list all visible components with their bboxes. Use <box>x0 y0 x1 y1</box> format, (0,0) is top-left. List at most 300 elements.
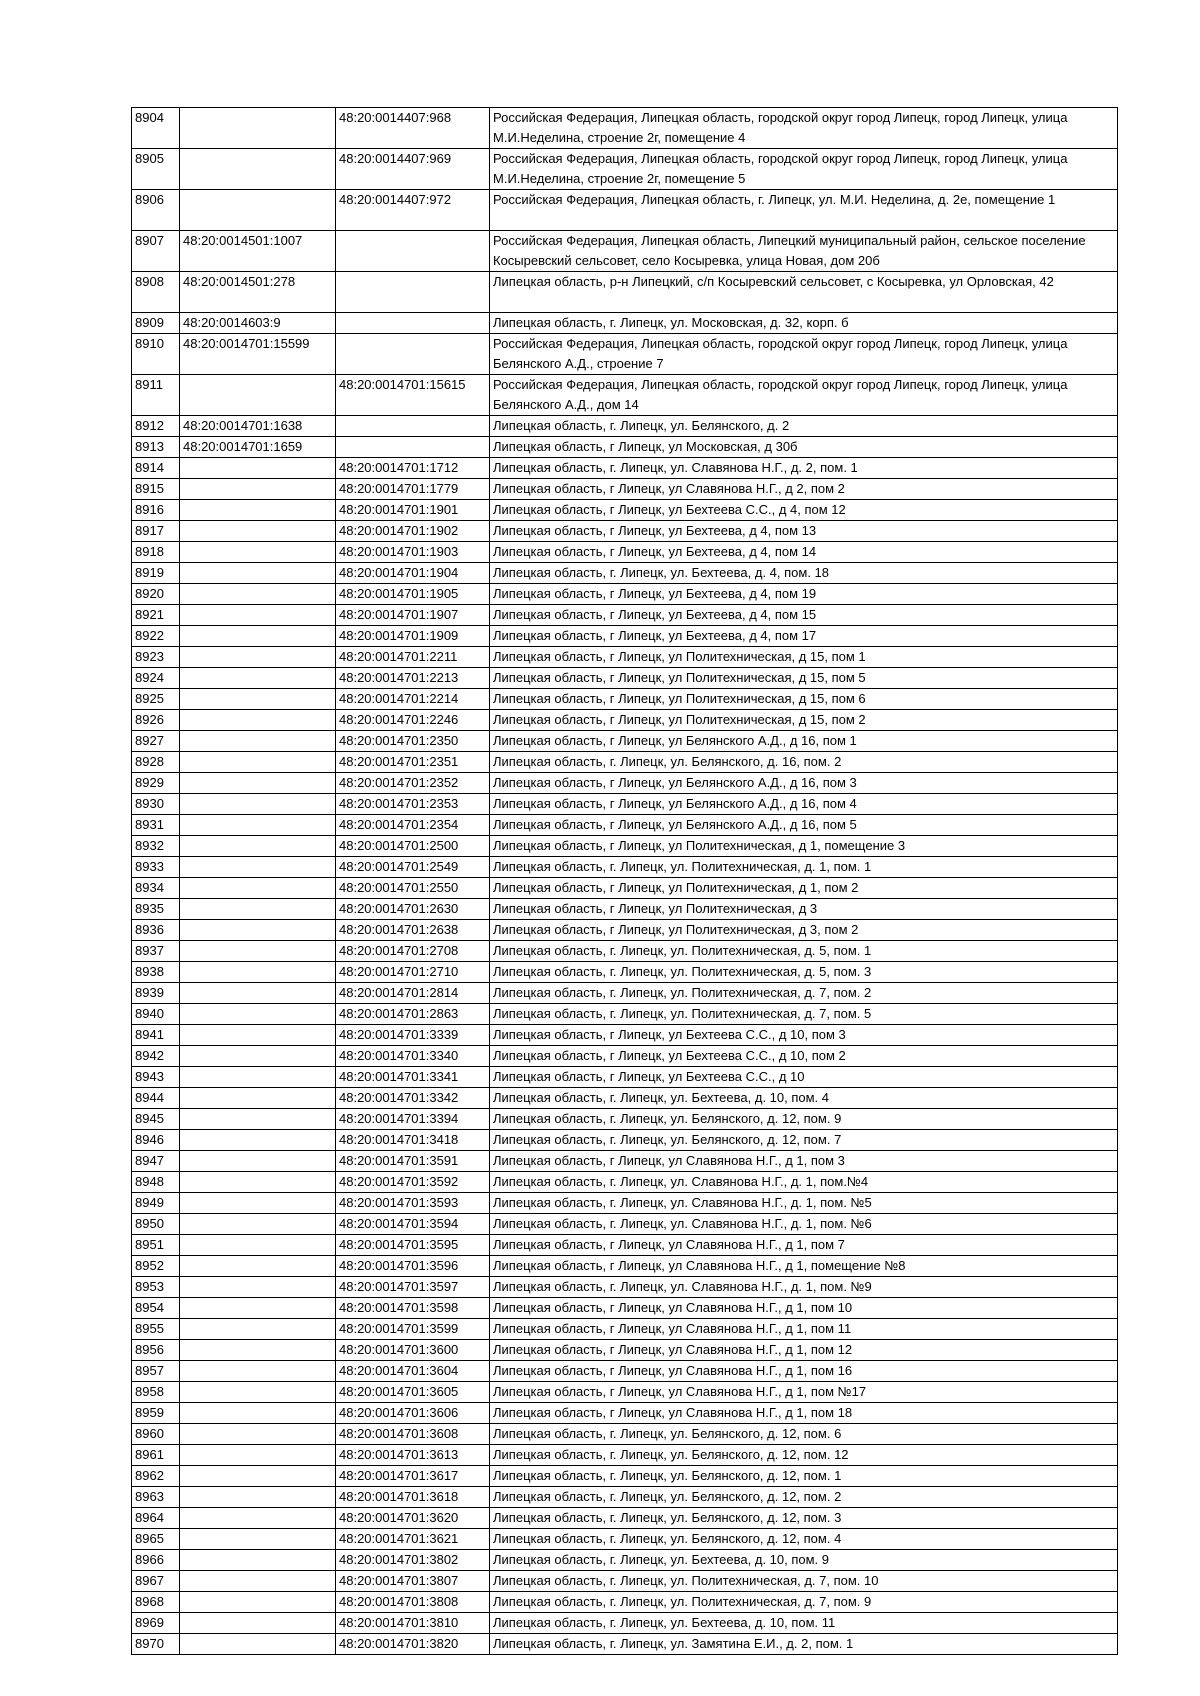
cadastral-number-premises-cell: 48:20:0014701:2353 <box>336 794 490 815</box>
row-number-cell: 8918 <box>132 542 180 563</box>
address-cell: Липецкая область, г. Липецк, ул. Политехническая, д. 5, пом. 1 <box>490 941 1118 962</box>
address-cell: Липецкая область, г Липецк, ул Белянского А.Д., д 16, пом 4 <box>490 794 1118 815</box>
cadastral-number-premises-cell: 48:20:0014701:3802 <box>336 1550 490 1571</box>
table-row <box>132 1319 1118 1340</box>
address-cell: Липецкая область, г. Липецк, ул. Славянова Н.Г., д. 1, пом. №9 <box>490 1277 1118 1298</box>
table-row <box>132 479 1118 500</box>
address-cell: Липецкая область, г Липецк, ул Славянова Н.Г., д 1, пом №17 <box>490 1382 1118 1403</box>
table-row <box>132 1445 1118 1466</box>
cadastral-number-land-cell: 48:20:0014501:278 <box>180 272 336 313</box>
row-number-cell: 8914 <box>132 458 180 479</box>
address-cell: Липецкая область, г. Липецк, ул. Белянского, д. 12, пом. 12 <box>490 1445 1118 1466</box>
table-row <box>132 815 1118 836</box>
cadastral-number-land-cell <box>180 836 336 857</box>
cadastral-number-land-cell <box>180 1592 336 1613</box>
cadastral-number-premises-cell: 48:20:0014701:2550 <box>336 878 490 899</box>
address-cell: Липецкая область, г. Липецк, ул. Белянского, д. 12, пом. 3 <box>490 1508 1118 1529</box>
row-number-cell: 8945 <box>132 1109 180 1130</box>
address-cell: Липецкая область, г. Липецк, ул. Славянова Н.Г., д. 1, пом.№4 <box>490 1172 1118 1193</box>
table-row <box>132 794 1118 815</box>
cadastral-number-land-cell <box>180 479 336 500</box>
row-number-cell: 8909 <box>132 313 180 334</box>
table-row <box>132 1088 1118 1109</box>
row-number-cell: 8941 <box>132 1025 180 1046</box>
address-cell: Липецкая область, г Липецк, ул Славянова Н.Г., д 1, помещение №8 <box>490 1256 1118 1277</box>
row-number-cell: 8955 <box>132 1319 180 1340</box>
cadastral-number-land-cell <box>180 458 336 479</box>
cadastral-number-premises-cell: 48:20:0014701:1904 <box>336 563 490 584</box>
address-cell: Российская Федерация, Липецкая область, Липецкий муниципальный район, сельское поселение Косыревский сельсовет, село Косыревка, улица Новая, дом 20б <box>490 231 1118 272</box>
cadastral-number-premises-cell <box>336 334 490 375</box>
row-number-cell: 8956 <box>132 1340 180 1361</box>
cadastral-number-premises-cell: 48:20:0014701:1902 <box>336 521 490 542</box>
cadastral-number-premises-cell: 48:20:0014701:1901 <box>336 500 490 521</box>
address-cell: Липецкая область, г Липецк, ул Славянова Н.Г., д 1, пом 18 <box>490 1403 1118 1424</box>
address-cell: Липецкая область, г Липецк, ул Политехническая, д 1, помещение 3 <box>490 836 1118 857</box>
table-row <box>132 1550 1118 1571</box>
cadastral-number-premises-cell: 48:20:0014701:3593 <box>336 1193 490 1214</box>
cadastral-number-land-cell: 48:20:0014603:9 <box>180 313 336 334</box>
row-number-cell: 8912 <box>132 416 180 437</box>
table-row <box>132 1067 1118 1088</box>
address-cell: Российская Федерация, Липецкая область, г. Липецк, ул. М.И. Неделина, д. 2е, помещение 1 <box>490 190 1118 231</box>
cadastral-number-premises-cell: 48:20:0014407:969 <box>336 149 490 190</box>
cadastral-number-land-cell <box>180 626 336 647</box>
table-row <box>132 1571 1118 1592</box>
address-cell: Липецкая область, г. Липецк, ул. Бехтеева, д. 10, пом. 4 <box>490 1088 1118 1109</box>
cadastral-number-land-cell <box>180 962 336 983</box>
cadastral-number-premises-cell: 48:20:0014701:3606 <box>336 1403 490 1424</box>
table-row <box>132 542 1118 563</box>
cadastral-number-land-cell <box>180 983 336 1004</box>
cadastral-number-premises-cell: 48:20:0014701:3808 <box>336 1592 490 1613</box>
table-row <box>132 941 1118 962</box>
table-row <box>132 563 1118 584</box>
address-cell: Липецкая область, г. Липецк, ул. Славянова Н.Г., д. 1, пом. №5 <box>490 1193 1118 1214</box>
row-number-cell: 8926 <box>132 710 180 731</box>
table-row <box>132 1025 1118 1046</box>
cadastral-number-land-cell <box>180 1319 336 1340</box>
row-number-cell: 8969 <box>132 1613 180 1634</box>
cadastral-number-land-cell <box>180 1256 336 1277</box>
address-cell: Липецкая область, г Липецк, ул Политехническая, д 15, пом 6 <box>490 689 1118 710</box>
row-number-cell: 8970 <box>132 1634 180 1655</box>
address-cell: Российская Федерация, Липецкая область, городской округ город Липецк, город Липецк, улица Белянского А.Д., дом 14 <box>490 375 1118 416</box>
row-number-cell: 8963 <box>132 1487 180 1508</box>
table-row <box>132 458 1118 479</box>
cadastral-number-land-cell <box>180 710 336 731</box>
row-number-cell: 8939 <box>132 983 180 1004</box>
cadastral-number-premises-cell: 48:20:0014407:972 <box>336 190 490 231</box>
cadastral-number-land-cell <box>180 647 336 668</box>
cadastral-number-premises-cell: 48:20:0014701:3620 <box>336 1508 490 1529</box>
row-number-cell: 8907 <box>132 231 180 272</box>
address-cell: Липецкая область, г Липецк, ул Бехтеева С.С., д 4, пом 12 <box>490 500 1118 521</box>
cadastral-number-land-cell: 48:20:0014701:1638 <box>180 416 336 437</box>
address-cell: Российская Федерация, Липецкая область, городской округ город Липецк, город Липецк, улица М.И.Неделина, строение 2г, помещение 5 <box>490 149 1118 190</box>
cadastral-number-premises-cell: 48:20:0014701:3418 <box>336 1130 490 1151</box>
cadastral-number-land-cell <box>180 1109 336 1130</box>
address-cell: Липецкая область, г. Липецк, ул. Политехническая, д. 7, пом. 2 <box>490 983 1118 1004</box>
cadastral-number-land-cell <box>180 1424 336 1445</box>
address-cell: Липецкая область, г. Липецк, ул. Политехническая, д. 7, пом. 10 <box>490 1571 1118 1592</box>
address-cell: Липецкая область, г. Липецк, ул. Белянского, д. 12, пом. 9 <box>490 1109 1118 1130</box>
row-number-cell: 8947 <box>132 1151 180 1172</box>
cadastral-number-land-cell <box>180 1571 336 1592</box>
row-number-cell: 8927 <box>132 731 180 752</box>
cadastral-number-premises-cell: 48:20:0014701:2350 <box>336 731 490 752</box>
table-row <box>132 149 1118 190</box>
address-cell: Липецкая область, г Липецк, ул Бехтеева, д 4, пом 17 <box>490 626 1118 647</box>
cadastral-number-land-cell <box>180 1088 336 1109</box>
address-cell: Липецкая область, г. Липецк, ул. Бехтеева, д. 10, пом. 9 <box>490 1550 1118 1571</box>
row-number-cell: 8934 <box>132 878 180 899</box>
cadastral-number-land-cell <box>180 1004 336 1025</box>
table-row <box>132 689 1118 710</box>
cadastral-number-land-cell <box>180 521 336 542</box>
table-row <box>132 1130 1118 1151</box>
cadastral-number-land-cell <box>180 1046 336 1067</box>
cadastral-number-land-cell <box>180 899 336 920</box>
row-number-cell: 8954 <box>132 1298 180 1319</box>
cadastral-number-land-cell <box>180 815 336 836</box>
cadastral-number-premises-cell: 48:20:0014701:3340 <box>336 1046 490 1067</box>
address-cell: Липецкая область, г Липецк, ул Политехническая, д 1, пом 2 <box>490 878 1118 899</box>
cadastral-number-premises-cell: 48:20:0014701:3342 <box>336 1088 490 1109</box>
address-cell: Липецкая область, г Липецк, ул Бехтеева, д 4, пом 15 <box>490 605 1118 626</box>
cadastral-number-premises-cell: 48:20:0014701:3599 <box>336 1319 490 1340</box>
row-number-cell: 8908 <box>132 272 180 313</box>
address-cell: Липецкая область, г. Липецк, ул. Белянского, д. 12, пом. 2 <box>490 1487 1118 1508</box>
table-row <box>132 416 1118 437</box>
cadastral-number-premises-cell: 48:20:0014701:3339 <box>336 1025 490 1046</box>
address-cell: Липецкая область, г. Липецк, ул. Белянского, д. 12, пом. 7 <box>490 1130 1118 1151</box>
table-row <box>132 272 1118 313</box>
cadastral-number-land-cell <box>180 857 336 878</box>
cadastral-number-land-cell <box>180 1445 336 1466</box>
cadastral-number-premises-cell: 48:20:0014701:3598 <box>336 1298 490 1319</box>
row-number-cell: 8910 <box>132 334 180 375</box>
cadastral-number-premises-cell: 48:20:0014701:3617 <box>336 1466 490 1487</box>
cadastral-number-land-cell <box>180 149 336 190</box>
registry-table <box>131 107 1118 1655</box>
table-row <box>132 584 1118 605</box>
address-cell: Липецкая область, г Липецк, ул Белянского А.Д., д 16, пом 5 <box>490 815 1118 836</box>
table-row <box>132 1487 1118 1508</box>
cadastral-number-land-cell <box>180 1193 336 1214</box>
table-row <box>132 500 1118 521</box>
cadastral-number-premises-cell: 48:20:0014701:3621 <box>336 1529 490 1550</box>
table-row <box>132 437 1118 458</box>
table-row <box>132 1382 1118 1403</box>
cadastral-number-premises-cell: 48:20:0014701:2352 <box>336 773 490 794</box>
cadastral-number-premises-cell <box>336 437 490 458</box>
address-cell: Липецкая область, г Липецк, ул Бехтеева С.С., д 10, пом 2 <box>490 1046 1118 1067</box>
cadastral-number-premises-cell: 48:20:0014701:3810 <box>336 1613 490 1634</box>
cadastral-number-premises-cell: 48:20:0014701:1712 <box>336 458 490 479</box>
cadastral-number-land-cell <box>180 941 336 962</box>
cadastral-number-land-cell <box>180 1340 336 1361</box>
cadastral-number-land-cell <box>180 1529 336 1550</box>
row-number-cell: 8962 <box>132 1466 180 1487</box>
table-row <box>132 857 1118 878</box>
cadastral-number-premises-cell: 48:20:0014701:3613 <box>336 1445 490 1466</box>
address-cell: Липецкая область, г. Липецк, ул. Белянского, д. 12, пом. 1 <box>490 1466 1118 1487</box>
address-cell: Липецкая область, г Липецк, ул Бехтеева С.С., д 10 <box>490 1067 1118 1088</box>
address-cell: Липецкая область, г Липецк, ул Политехническая, д 3 <box>490 899 1118 920</box>
table-row <box>132 1172 1118 1193</box>
cadastral-number-premises-cell: 48:20:0014701:15615 <box>336 375 490 416</box>
table-row <box>132 1529 1118 1550</box>
cadastral-number-land-cell <box>180 794 336 815</box>
cadastral-number-land-cell <box>180 605 336 626</box>
row-number-cell: 8944 <box>132 1088 180 1109</box>
table-row <box>132 983 1118 1004</box>
row-number-cell: 8951 <box>132 1235 180 1256</box>
address-cell: Липецкая область, г. Липецк, ул. Бехтеева, д. 10, пом. 11 <box>490 1613 1118 1634</box>
address-cell: Липецкая область, г Липецк, ул Бехтеева, д 4, пом 13 <box>490 521 1118 542</box>
row-number-cell: 8931 <box>132 815 180 836</box>
table-row <box>132 1403 1118 1424</box>
cadastral-number-land-cell <box>180 1025 336 1046</box>
row-number-cell: 8953 <box>132 1277 180 1298</box>
address-cell: Липецкая область, г. Липецк, ул. Славянова Н.Г., д. 1, пом. №6 <box>490 1214 1118 1235</box>
cadastral-number-premises-cell: 48:20:0014701:3592 <box>336 1172 490 1193</box>
row-number-cell: 8904 <box>132 108 180 149</box>
table-row <box>132 1466 1118 1487</box>
cadastral-number-land-cell: 48:20:0014501:1007 <box>180 231 336 272</box>
address-cell: Липецкая область, г. Липецк, ул. Политехническая, д. 7, пом. 5 <box>490 1004 1118 1025</box>
address-cell: Липецкая область, г. Липецк, ул. Политехническая, д. 1, пом. 1 <box>490 857 1118 878</box>
row-number-cell: 8915 <box>132 479 180 500</box>
address-cell: Липецкая область, г. Липецк, ул. Белянского, д. 12, пом. 4 <box>490 1529 1118 1550</box>
cadastral-number-premises-cell: 48:20:0014701:3807 <box>336 1571 490 1592</box>
cadastral-number-land-cell <box>180 1466 336 1487</box>
table-row <box>132 605 1118 626</box>
cadastral-number-land-cell <box>180 584 336 605</box>
cadastral-number-land-cell <box>180 1613 336 1634</box>
address-cell: Липецкая область, г Липецк, ул Бехтеева, д 4, пом 14 <box>490 542 1118 563</box>
document-page <box>131 107 1117 1655</box>
cadastral-number-premises-cell: 48:20:0014701:3341 <box>336 1067 490 1088</box>
table-row <box>132 1193 1118 1214</box>
table-row <box>132 668 1118 689</box>
cadastral-number-premises-cell <box>336 272 490 313</box>
cadastral-number-premises-cell: 48:20:0014701:3394 <box>336 1109 490 1130</box>
table-row <box>132 1235 1118 1256</box>
cadastral-number-premises-cell: 48:20:0014701:2549 <box>336 857 490 878</box>
table-row <box>132 1109 1118 1130</box>
cadastral-number-premises-cell: 48:20:0014701:3820 <box>336 1634 490 1655</box>
table-row <box>132 626 1118 647</box>
row-number-cell: 8937 <box>132 941 180 962</box>
cadastral-number-land-cell <box>180 752 336 773</box>
row-number-cell: 8966 <box>132 1550 180 1571</box>
row-number-cell: 8933 <box>132 857 180 878</box>
row-number-cell: 8917 <box>132 521 180 542</box>
cadastral-number-land-cell <box>180 1214 336 1235</box>
row-number-cell: 8929 <box>132 773 180 794</box>
cadastral-number-premises-cell: 48:20:0014701:1907 <box>336 605 490 626</box>
table-row <box>132 1256 1118 1277</box>
address-cell: Липецкая область, г. Липецк, ул. Славянова Н.Г., д. 2, пом. 1 <box>490 458 1118 479</box>
address-cell: Липецкая область, г Липецк, ул Славянова Н.Г., д 2, пом 2 <box>490 479 1118 500</box>
cadastral-number-premises-cell: 48:20:0014701:2710 <box>336 962 490 983</box>
cadastral-number-land-cell <box>180 878 336 899</box>
address-cell: Липецкая область, г Липецк, ул Политехническая, д 3, пом 2 <box>490 920 1118 941</box>
registry-table-body <box>132 108 1118 1655</box>
cadastral-number-premises-cell: 48:20:0014701:3604 <box>336 1361 490 1382</box>
table-row <box>132 375 1118 416</box>
row-number-cell: 8932 <box>132 836 180 857</box>
table-row <box>132 920 1118 941</box>
address-cell: Липецкая область, г Липецк, ул Славянова Н.Г., д 1, пом 3 <box>490 1151 1118 1172</box>
row-number-cell: 8928 <box>132 752 180 773</box>
address-cell: Липецкая область, г Липецк, ул Славянова Н.Г., д 1, пом 10 <box>490 1298 1118 1319</box>
cadastral-number-premises-cell: 48:20:0014701:2500 <box>336 836 490 857</box>
cadastral-number-land-cell <box>180 1151 336 1172</box>
table-row <box>132 1634 1118 1655</box>
cadastral-number-premises-cell: 48:20:0014701:2354 <box>336 815 490 836</box>
row-number-cell: 8940 <box>132 1004 180 1025</box>
table-row <box>132 710 1118 731</box>
row-number-cell: 8923 <box>132 647 180 668</box>
table-row <box>132 334 1118 375</box>
table-row <box>132 899 1118 920</box>
address-cell: Липецкая область, г. Липецк, ул. Белянского, д. 2 <box>490 416 1118 437</box>
table-row <box>132 1592 1118 1613</box>
address-cell: Липецкая область, г Липецк, ул Славянова Н.Г., д 1, пом 12 <box>490 1340 1118 1361</box>
row-number-cell: 8916 <box>132 500 180 521</box>
address-cell: Российская Федерация, Липецкая область, городской округ город Липецк, город Липецк, улица М.И.Неделина, строение 2г, помещение 4 <box>490 108 1118 149</box>
cadastral-number-land-cell <box>180 773 336 794</box>
cadastral-number-land-cell <box>180 668 336 689</box>
cadastral-number-premises-cell: 48:20:0014701:2351 <box>336 752 490 773</box>
cadastral-number-land-cell <box>180 375 336 416</box>
row-number-cell: 8919 <box>132 563 180 584</box>
cadastral-number-premises-cell: 48:20:0014701:3591 <box>336 1151 490 1172</box>
row-number-cell: 8948 <box>132 1172 180 1193</box>
table-row <box>132 1151 1118 1172</box>
cadastral-number-premises-cell: 48:20:0014701:3605 <box>336 1382 490 1403</box>
cadastral-number-premises-cell: 48:20:0014701:3594 <box>336 1214 490 1235</box>
table-row <box>132 962 1118 983</box>
row-number-cell: 8925 <box>132 689 180 710</box>
cadastral-number-land-cell <box>180 563 336 584</box>
cadastral-number-land-cell <box>180 1634 336 1655</box>
cadastral-number-premises-cell <box>336 313 490 334</box>
address-cell: Липецкая область, г. Липецк, ул. Политехническая, д. 5, пом. 3 <box>490 962 1118 983</box>
address-cell: Российская Федерация, Липецкая область, городской округ город Липецк, город Липецк, улица Белянского А.Д., строение 7 <box>490 334 1118 375</box>
cadastral-number-land-cell <box>180 1277 336 1298</box>
table-row <box>132 190 1118 231</box>
address-cell: Липецкая область, г Липецк, ул Белянского А.Д., д 16, пом 1 <box>490 731 1118 752</box>
row-number-cell: 8958 <box>132 1382 180 1403</box>
cadastral-number-land-cell <box>180 689 336 710</box>
cadastral-number-land-cell <box>180 1130 336 1151</box>
cadastral-number-land-cell: 48:20:0014701:15599 <box>180 334 336 375</box>
address-cell: Липецкая область, г Липецк, ул Славянова Н.Г., д 1, пом 11 <box>490 1319 1118 1340</box>
cadastral-number-land-cell <box>180 1298 336 1319</box>
address-cell: Липецкая область, г. Липецк, ул. Московская, д. 32, корп. б <box>490 313 1118 334</box>
cadastral-number-premises-cell: 48:20:0014701:3596 <box>336 1256 490 1277</box>
row-number-cell: 8930 <box>132 794 180 815</box>
cadastral-number-land-cell <box>180 542 336 563</box>
address-cell: Липецкая область, г. Липецк, ул. Политехническая, д. 7, пом. 9 <box>490 1592 1118 1613</box>
cadastral-number-premises-cell <box>336 416 490 437</box>
row-number-cell: 8943 <box>132 1067 180 1088</box>
address-cell: Липецкая область, г Липецк, ул Политехническая, д 15, пом 2 <box>490 710 1118 731</box>
row-number-cell: 8967 <box>132 1571 180 1592</box>
row-number-cell: 8952 <box>132 1256 180 1277</box>
table-row <box>132 108 1118 149</box>
row-number-cell: 8960 <box>132 1424 180 1445</box>
table-row <box>132 1613 1118 1634</box>
cadastral-number-land-cell <box>180 1361 336 1382</box>
table-row <box>132 773 1118 794</box>
cadastral-number-land-cell <box>180 1067 336 1088</box>
cadastral-number-premises-cell: 48:20:0014407:968 <box>336 108 490 149</box>
row-number-cell: 8949 <box>132 1193 180 1214</box>
address-cell: Липецкая область, г Липецк, ул Политехническая, д 15, пом 1 <box>490 647 1118 668</box>
row-number-cell: 8950 <box>132 1214 180 1235</box>
table-row <box>132 836 1118 857</box>
address-cell: Липецкая область, г Липецк, ул Бехтеева С.С., д 10, пом 3 <box>490 1025 1118 1046</box>
row-number-cell: 8913 <box>132 437 180 458</box>
row-number-cell: 8959 <box>132 1403 180 1424</box>
cadastral-number-land-cell <box>180 500 336 521</box>
cadastral-number-premises-cell: 48:20:0014701:1903 <box>336 542 490 563</box>
address-cell: Липецкая область, г. Липецк, ул. Белянского, д. 16, пом. 2 <box>490 752 1118 773</box>
cadastral-number-land-cell <box>180 1382 336 1403</box>
cadastral-number-premises-cell: 48:20:0014701:3618 <box>336 1487 490 1508</box>
row-number-cell: 8920 <box>132 584 180 605</box>
table-row <box>132 1004 1118 1025</box>
cadastral-number-premises-cell: 48:20:0014701:3597 <box>336 1277 490 1298</box>
cadastral-number-premises-cell: 48:20:0014701:2708 <box>336 941 490 962</box>
row-number-cell: 8942 <box>132 1046 180 1067</box>
table-row <box>132 731 1118 752</box>
table-row <box>132 521 1118 542</box>
row-number-cell: 8965 <box>132 1529 180 1550</box>
address-cell: Липецкая область, г. Липецк, ул. Белянского, д. 12, пом. 6 <box>490 1424 1118 1445</box>
table-row <box>132 1277 1118 1298</box>
cadastral-number-premises-cell: 48:20:0014701:2638 <box>336 920 490 941</box>
cadastral-number-land-cell <box>180 1487 336 1508</box>
row-number-cell: 8924 <box>132 668 180 689</box>
table-row <box>132 1214 1118 1235</box>
address-cell: Липецкая область, г Липецк, ул Московская, д 30б <box>490 437 1118 458</box>
cadastral-number-premises-cell: 48:20:0014701:1779 <box>336 479 490 500</box>
address-cell: Липецкая область, г Липецк, ул Политехническая, д 15, пом 5 <box>490 668 1118 689</box>
cadastral-number-premises-cell: 48:20:0014701:1905 <box>336 584 490 605</box>
row-number-cell: 8968 <box>132 1592 180 1613</box>
table-row <box>132 231 1118 272</box>
table-row <box>132 878 1118 899</box>
cadastral-number-land-cell: 48:20:0014701:1659 <box>180 437 336 458</box>
address-cell: Липецкая область, г Липецк, ул Бехтеева, д 4, пом 19 <box>490 584 1118 605</box>
table-row <box>132 1424 1118 1445</box>
cadastral-number-premises-cell: 48:20:0014701:3608 <box>336 1424 490 1445</box>
cadastral-number-land-cell <box>180 731 336 752</box>
table-row <box>132 1508 1118 1529</box>
row-number-cell: 8961 <box>132 1445 180 1466</box>
row-number-cell: 8957 <box>132 1361 180 1382</box>
cadastral-number-premises-cell: 48:20:0014701:2630 <box>336 899 490 920</box>
table-row <box>132 1298 1118 1319</box>
cadastral-number-premises-cell: 48:20:0014701:2213 <box>336 668 490 689</box>
table-row <box>132 1340 1118 1361</box>
